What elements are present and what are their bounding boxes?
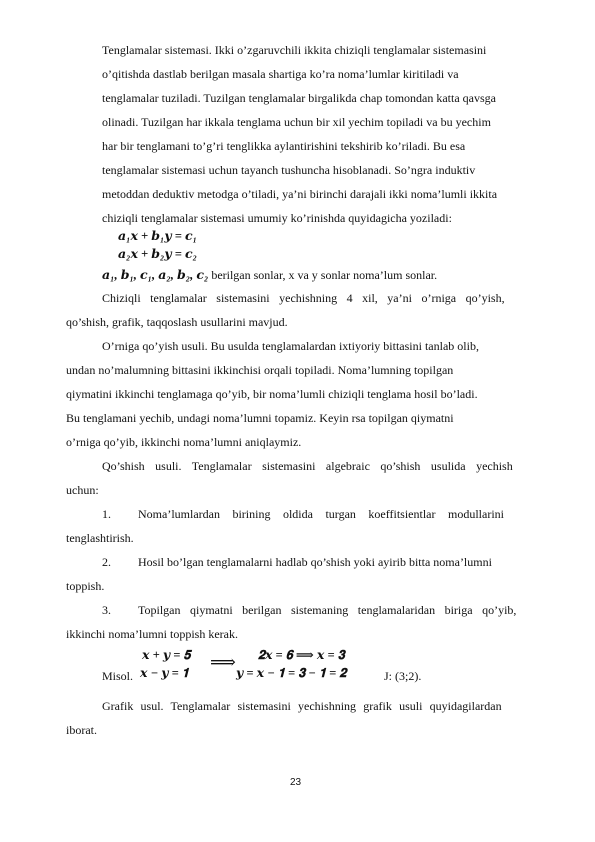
text-line: iborat.: [66, 723, 97, 737]
text-line: Grafik usul. Tenglamalar sistemasini yechishning grafik usuli quyidagilardan: [102, 699, 502, 713]
text-line: metoddan deduktiv metodga o’tiladi, ya’ni birinchi darajali ikki noma’lumli ikkita: [102, 187, 498, 201]
text-line: Qo’shish usuli. Tenglamalar sistemasini algebraic qo’shish usulida yechish: [102, 459, 513, 473]
coefficients-math: 𝒂₁, 𝒃₁, 𝒄₁, 𝒂₂, 𝒃₂, 𝒄₂: [102, 268, 209, 282]
list-number: 2.: [102, 555, 111, 569]
text-line: tenglamalar sistemasi uchun tayanch tushuncha hisoblanadi. So’ngra induktiv: [102, 163, 476, 177]
text-line: Noma’lumlardan birining oldida turgan koeffitsientlar modullarini: [138, 507, 504, 521]
coefficients-text: berilgan sonlar, x va y sonlar noma’lum sonlar.: [208, 268, 438, 282]
text-line: qo’shish, grafik, taqqoslash usullarini mavjud.: [66, 315, 288, 329]
text-line: o’rniga qo’yib, ikkinchi noma’lumni aniqlaymiz.: [66, 435, 302, 449]
text-line: Hosil bo’lgan tenglamalarni hadlab qo’shish yoki ayirib bitta noma’lumni: [138, 555, 492, 569]
page-number: 23: [290, 777, 302, 788]
text-line: tenglashtirish.: [66, 531, 134, 545]
text-line: qiymatini ikkinchi tenglamaga qo’yib, bir noma’lumli chiziqli tenglama hosil bo’ladi.: [66, 387, 478, 401]
text-line: Bu tenglamani yechib, undagi noma’lumni topamiz. Keyin rsa topilgan qiymatni: [66, 411, 454, 425]
example-system-line: 𝒙 + 𝒚 = 𝟓: [142, 648, 191, 662]
text-line: ikkinchi noma’lumni toppish kerak.: [66, 627, 238, 641]
implies-arrow-icon: ⟹: [210, 652, 236, 672]
text-line: olinadi. Tuzilgan har ikkala tenglama uchun bir xil yechim topiladi va bu yechim: [102, 115, 491, 129]
text-line: O’rniga qo’yish usuli. Bu usulda tenglamalardan ixtiyoriy bittasini tanlab olib,: [102, 339, 479, 353]
coefficients-line: [102, 268, 437, 282]
text-line: toppish.: [66, 579, 105, 593]
text-line: Tenglamalar sistemasi. Ikki o’zgaruvchili ikkita chiziqli tenglamalar sistemasini: [102, 43, 487, 57]
example-solution-line: 𝒚 = 𝒙 − 𝟏 = 𝟑 − 𝟏 = 𝟐: [236, 666, 347, 680]
equation-line: 𝒂₂𝒙 + 𝒃₂𝒚 = 𝒄₂: [118, 247, 197, 261]
text-line: har bir tenglamani to’g’ri tenglikka aylantirishini tekshirib ko’riladi. Bu esa: [102, 139, 466, 153]
example-label: Misol.: [102, 669, 134, 683]
list-number: 1.: [102, 507, 111, 521]
text-line: Chiziqli tenglamalar sistemasini yechishning 4 xil, ya’ni o’rniga qo’yish,: [102, 291, 505, 305]
example-system-line: 𝒙 − 𝒚 = 𝟏: [140, 666, 189, 680]
text-line: chiziqli tenglamalar sistemasi umumiy ko’rinishda quyidagicha yoziladi:: [102, 211, 452, 225]
text-line: uchun:: [66, 483, 99, 497]
example-answer: J: (3;2).: [384, 669, 422, 683]
text-line: tenglamalar tuziladi. Tuzilgan tenglamalar birgalikda chap tomondan katta qavsga: [102, 91, 496, 105]
text-line: undan no’malumning bittasini ikkinchisi orqali topiladi. Noma’lumning topilgan: [66, 363, 454, 377]
list-number: 3.: [102, 603, 111, 617]
text-line: o’qitishda dastlab berilgan masala shartiga ko’ra noma’lumlar kiritiladi va: [102, 67, 459, 81]
example-solution-line: 𝟐𝒙 = 𝟔 ⟹ 𝒙 = 𝟑: [258, 648, 345, 662]
equation-line: 𝒂₁𝒙 + 𝒃₁𝒚 = 𝒄₁: [118, 229, 197, 243]
text-line: Topilgan qiymatni berilgan sistemaning tenglamalaridan biriga qo’yib,: [138, 603, 517, 617]
